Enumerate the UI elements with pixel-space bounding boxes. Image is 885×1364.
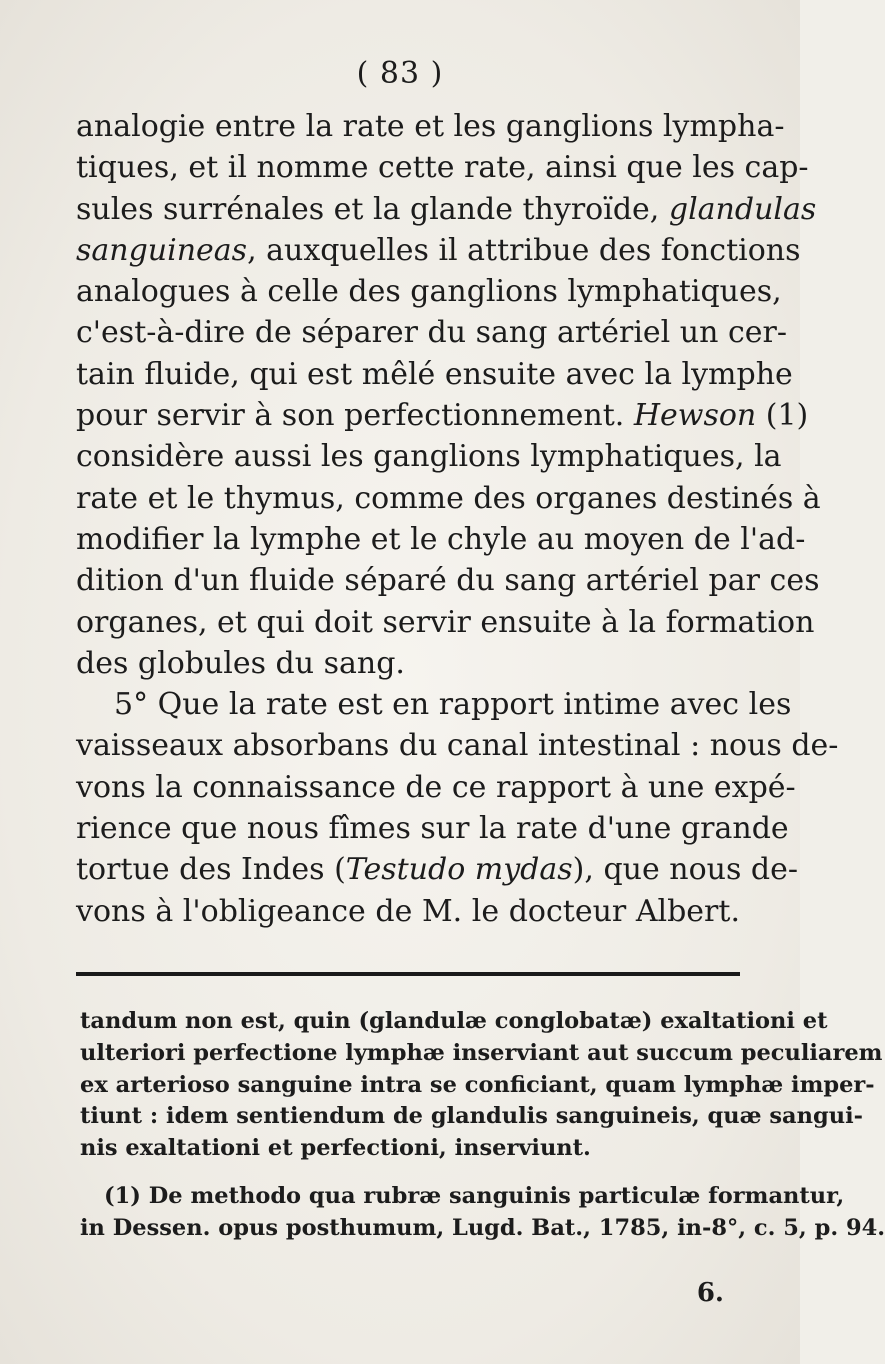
footnote-gap [80,1165,740,1181]
text-line: sules surrénales et la glande thyroïde, glandulas [76,191,817,227]
footnote-line: in Dessen. opus posthumum, Lugd. Bat., 1785, in-8°, c. 5, p. 94. [80,1214,885,1241]
footnote-line: ulteriori perfectione lymphæ inserviant aut succum peculiarem [80,1039,883,1066]
text-line: modifier la lymphe et le chyle au moyen de l'ad- [76,521,806,557]
text-line: analogues à celle des ganglions lymphatiques, [76,274,782,310]
footnote-line: ex arterioso sanguine intra se conficiant, quam lymphæ imper- [80,1071,875,1098]
text-line: organes, et qui doit servir ensuite à la formation [76,604,815,640]
text-line: sanguineas, auxquelles il attribue des fonctions [76,232,801,268]
text-line: rience que nous fîmes sur la rate d'une grande [76,811,789,847]
text-line: pour servir à son perfectionnement. Hewson (1) [76,398,809,434]
text-line: tiques, et il nomme cette rate, ainsi que les cap- [76,150,809,186]
signature-mark: 6. [696,1278,724,1308]
text-line: vaisseaux absorbans du canal intestinal : nous de- [76,728,839,764]
text-line: des globules du sang. [76,645,405,681]
text-line: tain fluide, qui est mêlé ensuite avec la lymphe [76,356,793,392]
text-line: vons à l'obligeance de M. le docteur Albert. [76,893,740,929]
footnotes [80,1006,885,1245]
footnote-separator [76,972,740,976]
footnote-line: (1) De methodo qua rubræ sanguinis particulæ formantur, [104,1182,845,1209]
text-line: considère aussi les ganglions lymphatiques, la [76,439,782,475]
page-number: ( 83 ) [356,56,444,91]
text-line: 5° Que la rate est en rapport intime avec les [114,687,792,723]
text-line: vons la connaissance de ce rapport à une expé- [76,769,796,805]
footnote-line: tandum non est, quin (glandulæ conglobatæ) exaltationi et [80,1008,828,1034]
text-line: rate et le thymus, comme des organes destinés à [76,480,821,516]
text-line: tortue des Indes (Testudo mydas), que nous de- [76,852,798,888]
footnote-line: tiunt : idem sentiendum de glandulis sanguineis, quæ sangui- [80,1103,863,1130]
footnote-line: nis exaltationi et perfectioni, inserviunt. [80,1135,591,1162]
text-line: dition d'un fluide séparé du sang artériel par ces [76,563,820,599]
text-line: c'est-à-dire de séparer du sang artériel un cer- [76,315,788,351]
text-line: analogie entre la rate et les ganglions lympha- [76,109,785,144]
body-text [76,106,839,932]
